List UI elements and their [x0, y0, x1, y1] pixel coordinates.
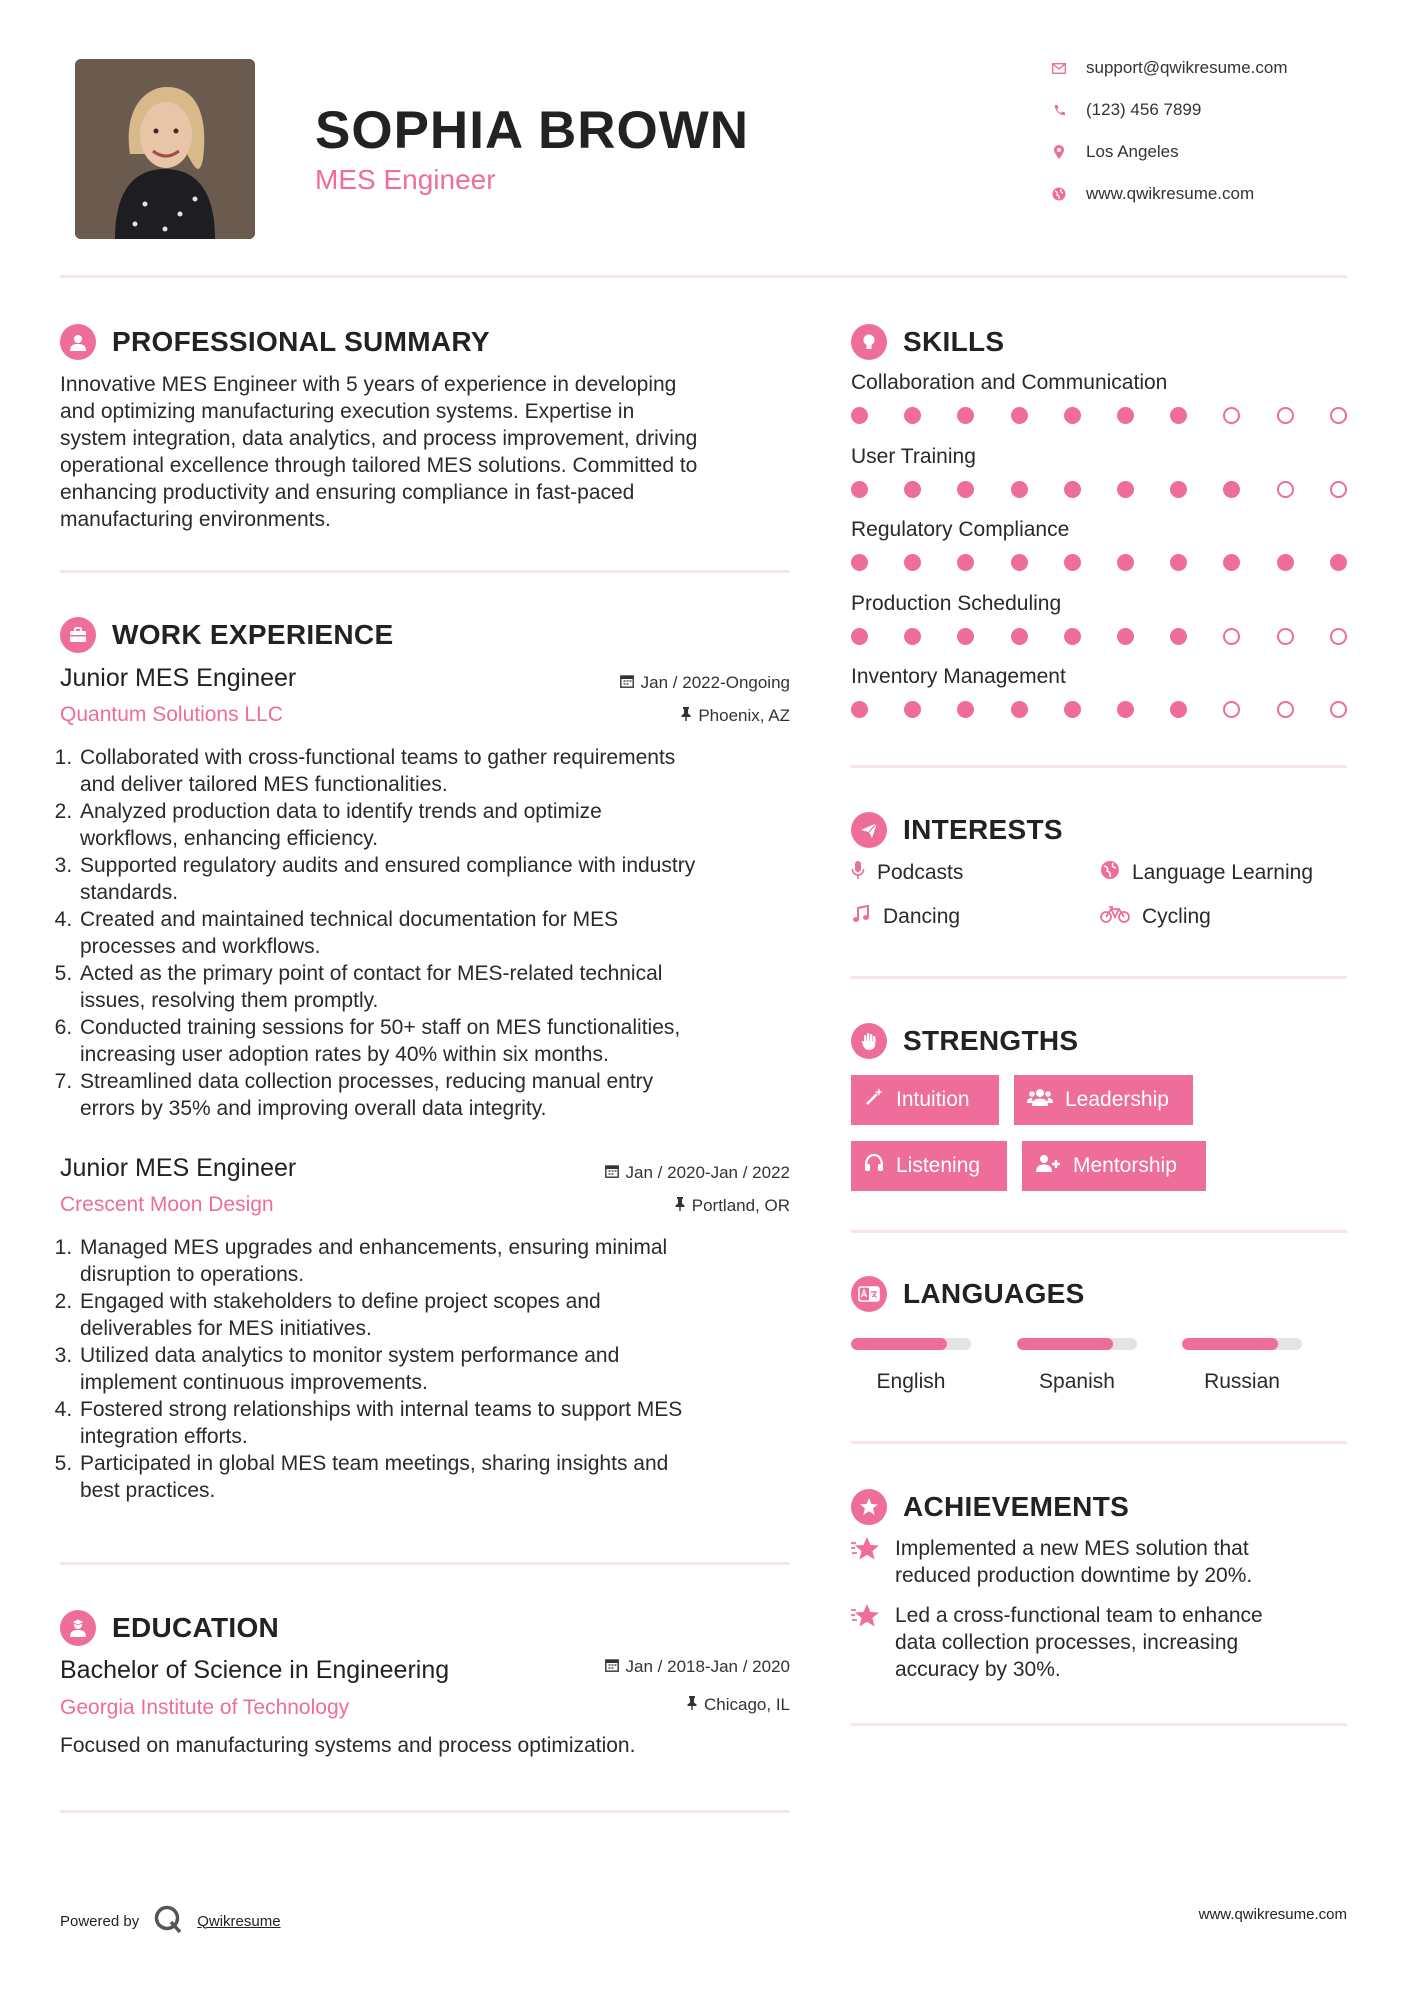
qwikresume-link[interactable]: Qwikresume — [197, 1912, 281, 1930]
user-icon — [60, 324, 96, 360]
list-item: 7. Streamlined data collection processes, reducing manual entry errors by 35% and improving overall data integrity. — [78, 1068, 818, 1122]
rating-dot-filled — [1011, 628, 1028, 645]
rating-dot-empty — [1330, 481, 1347, 498]
education-description: Focused on manufacturing systems and process optimization. — [60, 1734, 636, 1757]
job-date: Jan / 2022-Ongoing — [500, 673, 790, 693]
job-date: Jan / 2020-Jan / 2022 — [500, 1163, 790, 1183]
rating-dot-filled — [851, 701, 868, 718]
bicycle-icon — [1100, 904, 1130, 930]
rating-dot-filled — [904, 628, 921, 645]
strength-tag-intuition: Intuition — [851, 1075, 999, 1125]
rating-dot-filled — [1117, 701, 1134, 718]
phone-icon — [1052, 103, 1066, 117]
skill-name: Regulatory Compliance — [851, 518, 1070, 541]
language-level-bar — [1182, 1338, 1302, 1350]
star-icon — [851, 1535, 883, 1589]
contact-phone[interactable]: (123) 456 7899 — [1052, 100, 1201, 120]
achievement-item: Led a cross-functional team to enhance data collection processes, increasing accuracy by 30%. — [851, 1602, 1263, 1683]
rating-dot-filled — [957, 628, 974, 645]
skill-rating — [851, 628, 1383, 645]
rating-dot-filled — [1064, 407, 1081, 424]
star-icon — [851, 1602, 883, 1683]
education-location: Chicago, IL — [500, 1695, 790, 1715]
skill-name: Inventory Management — [851, 665, 1066, 688]
rating-dot-empty — [1330, 701, 1347, 718]
pushpin-icon — [687, 1695, 697, 1715]
rating-dot-empty — [1277, 407, 1294, 424]
list-item: 6. Conducted training sessions for 50+ staff on MES functionalities, increasing user adoption rates by 40% within six months. — [78, 1014, 818, 1068]
strength-tag-mentorship: Mentorship — [1022, 1141, 1206, 1191]
rating-dot-empty — [1223, 628, 1240, 645]
school-name: Georgia Institute of Technology — [60, 1696, 350, 1719]
job-location: Phoenix, AZ — [500, 706, 790, 726]
interest-item: Cycling — [1100, 904, 1211, 930]
rating-dot-filled — [1117, 407, 1134, 424]
job-company: Quantum Solutions LLC — [60, 703, 283, 726]
skill-rating — [851, 407, 1383, 424]
rating-dot-empty — [1277, 481, 1294, 498]
degree-title: Bachelor of Science in Engineering — [60, 1656, 450, 1684]
rating-dot-filled — [957, 554, 974, 571]
pushpin-icon — [681, 706, 691, 726]
headphones-icon — [864, 1153, 884, 1179]
rating-dot-filled — [851, 481, 868, 498]
list-item: 2. Engaged with stakeholders to define project scopes and deliverables for MES initiatives. — [78, 1288, 818, 1342]
rating-dot-filled — [1170, 628, 1187, 645]
experience-divider — [60, 1562, 790, 1565]
rating-dot-filled — [904, 407, 921, 424]
job-title: Junior MES Engineer — [60, 1154, 297, 1182]
rating-dot-filled — [1277, 554, 1294, 571]
job-title: Junior MES Engineer — [60, 664, 297, 692]
education-divider — [60, 1810, 790, 1813]
interest-item: Dancing — [851, 904, 960, 930]
achievements-heading: ACHIEVEMENTS — [851, 1489, 1129, 1525]
header-divider — [60, 275, 1347, 278]
rating-dot-filled — [1011, 407, 1028, 424]
rating-dot-filled — [957, 407, 974, 424]
rating-dot-filled — [904, 481, 921, 498]
rating-dot-filled — [1170, 407, 1187, 424]
footer-website[interactable]: www.qwikresume.com — [1198, 1906, 1347, 1923]
skill-name: Collaboration and Communication — [851, 371, 1168, 394]
contact-email[interactable]: support@qwikresume.com — [1052, 58, 1288, 78]
rating-dot-filled — [1064, 628, 1081, 645]
candidate-role: MES Engineer — [315, 164, 496, 195]
language-level-bar — [851, 1338, 971, 1350]
summary-heading: PROFESSIONAL SUMMARY — [60, 324, 490, 360]
rating-dot-filled — [1064, 481, 1081, 498]
rating-dot-empty — [1330, 407, 1347, 424]
music-note-icon — [851, 904, 871, 930]
rating-dot-empty — [1330, 628, 1347, 645]
rating-dot-filled — [957, 481, 974, 498]
strength-tag-listening: Listening — [851, 1141, 1007, 1191]
language-name: Spanish — [1039, 1370, 1115, 1393]
rating-dot-empty — [1223, 407, 1240, 424]
raised-hand-icon — [851, 1023, 887, 1059]
rating-dot-filled — [1223, 554, 1240, 571]
rating-dot-filled — [1117, 628, 1134, 645]
interests-divider — [851, 976, 1347, 979]
rating-dot-filled — [1011, 701, 1028, 718]
rating-dot-empty — [1223, 701, 1240, 718]
contact-website[interactable]: www.qwikresume.com — [1052, 184, 1254, 204]
rating-dot-filled — [904, 701, 921, 718]
job-company: Crescent Moon Design — [60, 1193, 274, 1216]
education-date: Jan / 2018-Jan / 2020 — [500, 1657, 790, 1677]
rating-dot-filled — [1170, 554, 1187, 571]
strengths-divider — [851, 1230, 1347, 1233]
user-plus-icon — [1035, 1153, 1061, 1179]
award-star-icon — [851, 1489, 887, 1525]
rating-dot-filled — [1117, 554, 1134, 571]
list-item: 1. Managed MES upgrades and enhancements, ensuring minimal disruption to operations. — [78, 1234, 818, 1288]
interests-heading: INTERESTS — [851, 812, 1063, 848]
calendar-icon — [605, 1657, 619, 1677]
pushpin-icon — [675, 1196, 685, 1216]
skill-name: Production Scheduling — [851, 591, 1062, 615]
list-item: 1. Collaborated with cross-functional teams to gather requirements and deliver tailored MES functionalities. — [78, 744, 818, 798]
language-icon — [851, 1276, 887, 1312]
calendar-icon — [620, 673, 634, 693]
candidate-name: SOPHIA BROWN — [315, 101, 750, 160]
education-heading: EDUCATION — [60, 1610, 279, 1646]
rating-dot-filled — [1064, 701, 1081, 718]
job-location: Portland, OR — [500, 1196, 790, 1216]
list-item: 2. Analyzed production data to identify trends and optimize workflows, enhancing efficiency. — [78, 798, 818, 852]
person-portrait-icon — [75, 59, 255, 239]
achievements-divider — [851, 1723, 1347, 1726]
rating-dot-filled — [1170, 481, 1187, 498]
map-pin-icon — [1052, 145, 1066, 159]
languages-divider — [851, 1441, 1347, 1444]
language-name: English — [876, 1370, 946, 1393]
rating-dot-filled — [1011, 481, 1028, 498]
graduate-icon — [60, 1610, 96, 1646]
list-item: 5. Participated in global MES team meetings, sharing insights and best practices. — [78, 1450, 818, 1504]
interest-item: Podcasts — [851, 860, 963, 886]
globe-icon — [1052, 187, 1066, 201]
job-bullets — [60, 744, 818, 1122]
envelope-icon — [1052, 61, 1066, 75]
achievement-item: Implemented a new MES solution that reduced production downtime by 20%. — [851, 1535, 1252, 1589]
skills-heading: SKILLS — [851, 324, 1004, 360]
list-item: 5. Acted as the primary point of contact for MES-related technical issues, resolving them promptly. — [78, 960, 818, 1014]
summary-divider — [60, 570, 790, 573]
magic-wand-icon — [864, 1087, 884, 1113]
list-item: 3. Utilized data analytics to monitor system performance and implement continuous improvements. — [78, 1342, 818, 1396]
experience-heading: WORK EXPERIENCE — [60, 617, 393, 653]
list-item: 4. Created and maintained technical documentation for MES processes and workflows. — [78, 906, 818, 960]
language-level-fill — [1017, 1338, 1113, 1350]
rating-dot-filled — [904, 554, 921, 571]
footer-powered-by: Powered by Qwikresume — [60, 1904, 281, 1938]
skill-rating — [851, 701, 1383, 718]
rating-dot-filled — [1223, 481, 1240, 498]
rating-dot-filled — [1117, 481, 1134, 498]
rating-dot-filled — [1170, 701, 1187, 718]
rating-dot-empty — [1277, 628, 1294, 645]
skill-name: User Training — [851, 444, 976, 468]
interest-item: Language Learning — [1100, 860, 1313, 886]
qwikresume-logo-icon — [153, 1904, 183, 1938]
globe-icon — [1100, 860, 1120, 886]
contact-location: Los Angeles — [1052, 142, 1179, 162]
language-name: Russian — [1204, 1370, 1280, 1393]
lightbulb-icon — [851, 324, 887, 360]
rating-dot-filled — [851, 628, 868, 645]
rating-dot-filled — [851, 554, 868, 571]
languages-heading: LANGUAGES — [851, 1276, 1085, 1312]
skill-rating — [851, 554, 1383, 571]
strengths-heading: STRENGTHS — [851, 1023, 1078, 1059]
microphone-icon — [851, 860, 865, 886]
skills-divider — [851, 765, 1347, 768]
rating-dot-filled — [851, 407, 868, 424]
summary-text: Innovative MES Engineer with 5 years of experience in developing and optimizing manufacturing execution systems. Expertise in system integration, data analytics, and process improvement, driving operational excellence through tailored MES solutions. Committed to enhancing productivity and ensuring compliance in fast-paced manufacturing environments. — [60, 373, 698, 531]
briefcase-icon — [60, 617, 96, 653]
list-item: 3. Supported regulatory audits and ensured compliance with industry standards. — [78, 852, 818, 906]
rating-dot-filled — [957, 701, 974, 718]
calendar-icon — [605, 1163, 619, 1183]
rating-dot-filled — [1064, 554, 1081, 571]
language-level-fill — [1182, 1338, 1278, 1350]
paper-plane-icon — [851, 812, 887, 848]
strength-tag-leadership: Leadership — [1014, 1075, 1193, 1125]
language-level-bar — [1017, 1338, 1137, 1350]
job-bullets — [60, 1234, 818, 1504]
rating-dot-empty — [1277, 701, 1294, 718]
list-item: 4. Fostered strong relationships with internal teams to support MES integration efforts. — [78, 1396, 818, 1450]
rating-dot-filled — [1011, 554, 1028, 571]
skill-rating — [851, 481, 1383, 498]
profile-photo — [75, 59, 255, 239]
users-icon — [1027, 1087, 1053, 1113]
language-level-fill — [851, 1338, 947, 1350]
rating-dot-filled — [1330, 554, 1347, 571]
